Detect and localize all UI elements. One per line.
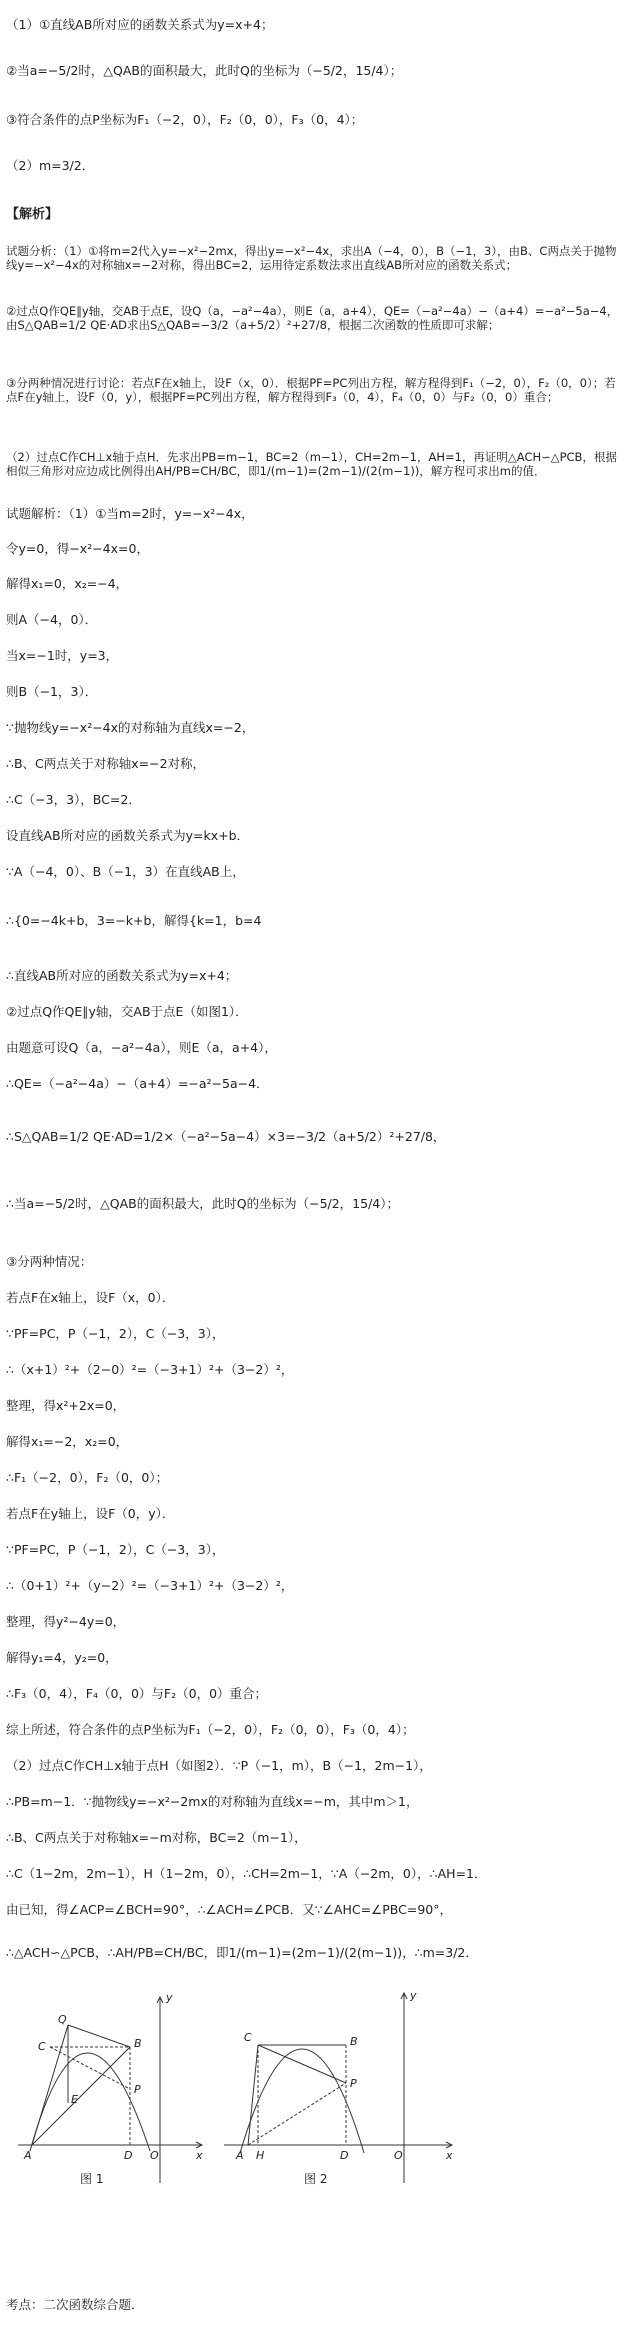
analysis-heading: 【解析】 [6,207,59,222]
fig1-label-a: A [24,2149,32,2162]
figure-2 [220,1985,460,2195]
solution-line: 解得x₁=0，x₂=−4， [6,576,129,591]
fig1-label-b: B [134,2037,142,2050]
solution-line: ∴直线AB所对应的函数关系式为y=x+4； [6,968,238,983]
solution-line: 设直线AB所对应的函数关系式为y=kx+b． [6,828,250,843]
solution-line: ∴C（1−2m，2m−1），H（1−2m，0），∴CH=2m−1，∵A（−2m，0），∴AH=1． [6,1866,487,1881]
answer-line-3: ③符合条件的点P坐标为F₁（−2，0），F₂（0，0），F₃（0，4）； [6,112,364,127]
analysis-paragraph-1: 试题分析：（1）①将m=2代入y=−x²−2mx，得出y=−x²−4x，求出A（−4，0），B（−1，3），由B、C两点关于抛物线y=−x²−4x的对称轴x=−2对称，得出BC=2，运用待定系数法求出直线AB所对应的函数关系式； [6,244,617,272]
solution-line: 整理，得x²+2x=0， [6,1398,126,1413]
solution-line: 则A（−4，0）． [6,612,98,627]
solution-line: ∴B、C两点关于对称轴x=−m对称，BC=2（m−1）， [6,1830,307,1845]
solution-line: ③分两种情况： [6,1254,93,1269]
fig2-label-y: y [410,1989,417,2002]
solution-line: ∴△ACH∽△PCB，∴AH/PB=CH/BC，即1/(m−1)=(2m−1)/(2(m−1))，∴m=3/2． [6,1945,478,1960]
solution-line-system: ∴{0=−4k+b，3=−k+b，解得{k=1，b=4 [6,913,262,928]
solution-line: 解得x₁=−2，x₂=0， [6,1434,129,1449]
footer-note: 考点：二次函数综合题． [6,2297,144,2312]
fig2-label-d: D [340,2149,349,2162]
fig1-label-x: x [196,2149,203,2162]
fig1-label-q: Q [58,2013,67,2026]
fig2-label-b: B [350,2035,358,2048]
fig2-label-x: x [446,2149,453,2162]
solution-line: ∵抛物线y=−x²−4x的对称轴为直线x=−2， [6,720,255,735]
solution-line: 由题意可设Q（a，−a²−4a），则E（a，a+4）， [6,1040,277,1055]
solution-line: ∴S△QAB=1/2 QE·AD=1/2×（−a²−5a−4）×3=−3/2（a+5/2）²+27/8， [6,1129,446,1144]
fig2-caption: 图 2 [304,2172,328,2186]
fig1-label-o: O [150,2149,159,2162]
fig1-caption: 图 1 [80,2172,104,2186]
solution-line: 若点F在x轴上，设F（x，0）． [6,1290,175,1305]
solution-line: 整理，得y²−4y=0， [6,1614,126,1629]
fig2-label-c: C [244,2031,252,2044]
answer-line-4: （2）m=3/2． [6,158,95,173]
solution-line: ∴（x+1）²+（2−0）²=（−3+1）²+（3−2）²， [6,1362,294,1377]
fig1-label-e: E [71,2093,78,2106]
solution-line: ∴当a=−5/2时，△QAB的面积最大，此时Q的坐标为（−5/2，15/4）； [6,1196,400,1211]
answer-line-2: ②当a=−5/2时，△QAB的面积最大，此时Q的坐标为（−5/2，15/4）； [6,63,403,78]
fig1-label-d: D [124,2149,133,2162]
solution-line: 综上所述，符合条件的点P坐标为F₁（−2，0），F₂（0，0），F₃（0，4）； [6,1722,415,1737]
solution-line: ∴F₃（0，4），F₄（0，0）与F₂（0，0）重合； [6,1686,268,1701]
solution-line: 试题解析：（1）①当m=2时，y=−x²−4x， [6,506,254,521]
answer-line-1: （1）①直线AB所对应的函数关系式为y=x+4； [6,17,274,32]
solution-line: 解得y₁=4，y₂=0， [6,1650,118,1665]
solution-line: 由已知，得∠ACP=∠BCH=90°，∴∠ACH=∠PCB．又∵∠AHC=∠PBC=90°， [6,1902,453,1917]
fig2-label-a: A [236,2149,244,2162]
fig2-label-o: O [394,2149,403,2162]
solution-line: ∴QE=（−a²−4a）−（a+4）=−a²−5a−4． [6,1076,269,1091]
solution-line: ∵PF=PC，P（−1，2），C（−3，3）， [6,1326,225,1341]
analysis-paragraph-4: （2）过点C作CH⊥x轴于点H．先求出PB=m−1，BC=2（m−1），CH=2m−1，AH=1，再证明△ACH∽△PCB，根据相似三角形对应边成比例得出AH/PB=CH/BC，即1/(m−1)=(2m−1)/(2(m−1))，解方程可求出m的值． [6,450,617,478]
fig2-label-p: P [350,2077,357,2090]
solution-line: ∴B、C两点关于对称轴x=−2对称， [6,756,206,771]
solution-line: 令y=0，得−x²−4x=0， [6,541,149,556]
analysis-paragraph-2: ②过点Q作QE∥y轴，交AB于点E，设Q（a，−a²−4a），则E（a，a+4），QE=（−a²−4a）−（a+4）=−a²−5a−4，由S△QAB=1/2 QE·AD求出S△QAB=−3/2（a+5/2）²+27/8，根据二次函数的性质即可求解； [6,304,619,332]
solution-line: （2）过点C作CH⊥x轴于点H（如图2）．∵P（−1，m），B（−1，2m−1）， [6,1758,432,1773]
fig1-label-c: C [38,2040,46,2053]
fig1-label-y: y [166,1991,173,2004]
figure-1 [10,1985,210,2195]
fig2-label-h: H [256,2149,265,2162]
solution-line: ②过点Q作QE∥y轴，交AB于点E（如图1）． [6,1004,248,1019]
solution-line: ∵A（−4，0）、B（−1，3）在直线AB上， [6,864,245,879]
solution-line: ∴F₁（−2，0），F₂（0，0）； [6,1470,169,1485]
solution-line: 当x=−1时，y=3， [6,648,119,663]
fig1-label-p: P [134,2083,141,2096]
analysis-paragraph-3: ③分两种情况进行讨论：若点F在x轴上，设F（x，0）．根据PF=PC列出方程，解方程得到F₁（−2，0），F₂（0，0）；若点F在y轴上，设F（0，y），根据PF=PC列出方程，解方程得到F₃（0，4），F₄（0，0）与F₂（0，0）重合； [6,376,616,404]
solution-line: 则B（−1，3）． [6,684,98,699]
solution-line: ∴（0+1）²+（y−2）²=（−3+1）²+（3−2）²， [6,1578,294,1593]
solution-line: ∵PF=PC，P（−1，2），C（−3，3）， [6,1542,225,1557]
solution-line: 若点F在y轴上，设F（0，y）． [6,1506,175,1521]
solution-line: ∴C（−3，3），BC=2． [6,792,141,807]
solution-line: ∴PB=m−1．∵抛物线y=−x²−2mx的对称轴为直线x=−m，其中m＞1， [6,1794,419,1809]
